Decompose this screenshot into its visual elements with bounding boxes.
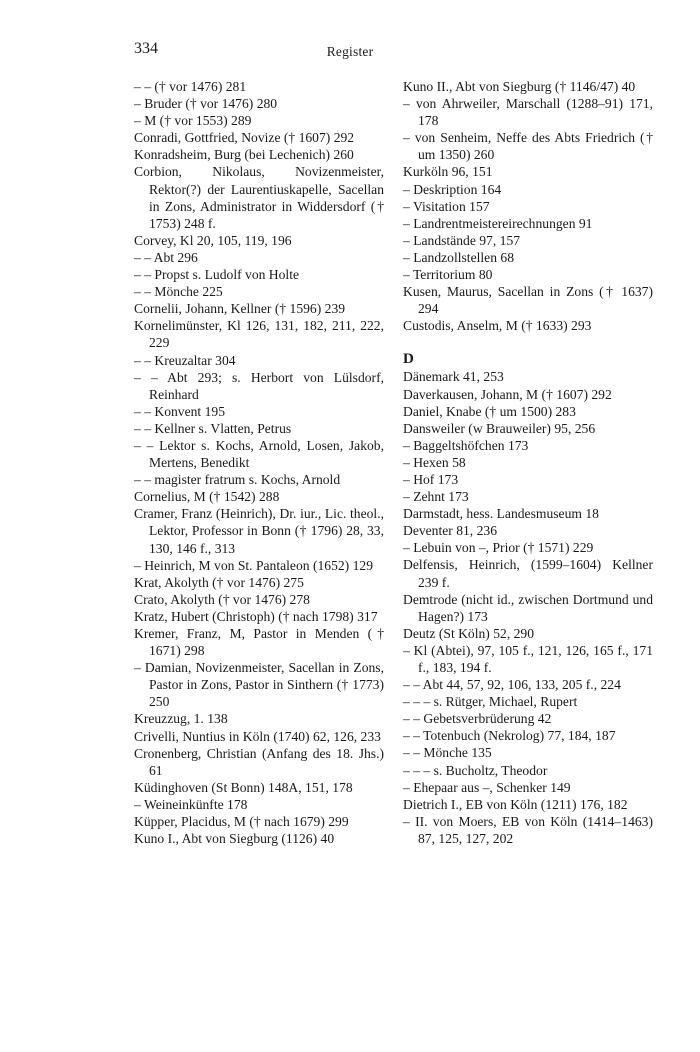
index-column-right (403, 78, 653, 847)
index-entry: – Landzollstellen 68 (403, 249, 514, 265)
index-entry: Küdinghoven (St Bonn) 148A, 151, 178 (134, 779, 353, 795)
index-entry: – Hexen 58 (403, 454, 466, 470)
index-entry: Küpper, Placidus, M († nach 1679) 299 (134, 814, 349, 830)
index-entry: Custodis, Anselm, M († 1633) 293 (403, 318, 592, 334)
index-entry: Kusen, Maurus, Sacellan in Zons († 1637) 294 (403, 284, 653, 317)
index-entry: – – Propst s. Ludolf von Holte (134, 267, 300, 283)
index-entry: Daniel, Knabe († um 1500) 283 (403, 403, 576, 419)
index-entry: Demtrode (nicht id., zwischen Dortmund und Hagen?) 173 (403, 591, 653, 624)
index-entry: – Landrentmeistereirechnungen 91 (403, 215, 593, 231)
index-entry: – Hof 173 (403, 471, 459, 487)
index-entry: Kurköln 96, 151 (403, 164, 493, 180)
index-entry: Dietrich I., EB von Köln (1211) 176, 182 (403, 796, 628, 812)
index-entry: – – magister fratrum s. Kochs, Arnold (134, 472, 341, 488)
index-entry: – Landstände 97, 157 (403, 232, 521, 248)
index-entry: Delfensis, Heinrich, (1599–1604) Kellner 239 f. (403, 557, 653, 590)
index-entry: – – Mönche 135 (403, 745, 492, 761)
index-entry: – Damian, Novizenmeister, Sacellan in Zons, Pastor in Zons, Pastor in Sinthern († 1773) 250 (134, 660, 384, 710)
index-entry: Kreuzzug, 1. 138 (134, 711, 228, 727)
index-entry: – Baggeltshöfchen 173 (403, 437, 529, 453)
index-entry: – II. von Moers, EB von Köln (1414–1463) 87, 125, 127, 202 (403, 813, 653, 846)
index-entry: Kornelimünster, Kl 126, 131, 182, 211, 222, 229 (134, 318, 384, 351)
index-entry: – Kl (Abtei), 97, 105 f., 121, 126, 165 f., 171 f., 183, 194 f. (403, 642, 653, 675)
index-entry: – – Kellner s. Vlatten, Petrus (134, 420, 292, 436)
index-entry: Cramer, Franz (Heinrich), Dr. iur., Lic. theol., Lektor, Professor in Bonn († 1796) 28, 33, 130, 146 f., 313 (134, 506, 384, 556)
index-entry: – – Abt 293; s. Herbort von Lülsdorf, Reinhard (134, 369, 384, 402)
index-entry: – von Senheim, Neffe des Abts Friedrich († um 1350) 260 (403, 130, 653, 163)
index-entry: Crato, Akolyth († vor 1476) 278 (134, 591, 310, 607)
index-entry: – Lebuin von –, Prior († 1571) 229 (403, 540, 594, 556)
index-entry: Corbion, Nikolaus, Novizenmeister, Rektor(?) der Laurentiuskapelle, Sacellan in Zons, Administrator in Widdersdorf († 1753) 248 f. (134, 164, 384, 231)
index-entry: – – – s. Rütger, Michael, Rupert (403, 694, 578, 710)
index-entry: – – Konvent 195 (134, 403, 225, 419)
index-entry: – – († vor 1476) 281 (134, 79, 247, 94)
index-entry: Cornelius, M († 1542) 288 (134, 489, 280, 505)
index-entry: Deventer 81, 236 (403, 523, 497, 539)
index-entry: – Bruder († vor 1476) 280 (134, 96, 278, 112)
section-letter-heading: D (403, 351, 414, 368)
index-entry: Cronenberg, Christian (Anfang des 18. Jhs.) 61 (134, 745, 384, 778)
index-entry: – von Ahrweiler, Marschall (1288–91) 171, 178 (403, 96, 653, 129)
index-entry: Kuno II., Abt von Siegburg († 1146/47) 40 (403, 79, 636, 94)
index-entry: – – Mönche 225 (134, 284, 223, 300)
index-entry: – Heinrich, M von St. Pantaleon (1652) 129 (134, 557, 373, 573)
index-entry: Conradi, Gottfried, Novize († 1607) 292 (134, 130, 355, 146)
index-entry: Konradsheim, Burg (bei Lechenich) 260 (134, 147, 354, 163)
page-number: 334 (134, 40, 158, 57)
index-entry: – – – s. Bucholtz, Theodor (403, 762, 548, 778)
index-entry: Deutz (St Köln) 52, 290 (403, 625, 535, 641)
index-entry: – Deskription 164 (403, 181, 502, 197)
index-entry: Krat, Akolyth († vor 1476) 275 (134, 574, 304, 590)
index-column-left (134, 78, 384, 847)
index-entry: Corvey, Kl 20, 105, 119, 196 (134, 232, 292, 248)
index-entry: – – Abt 44, 57, 92, 106, 133, 205 f., 224 (403, 677, 621, 693)
index-entry: – Zehnt 173 (403, 489, 469, 505)
index-entry: – – Lektor s. Kochs, Arnold, Losen, Jakob, Mertens, Benedikt (134, 437, 384, 471)
index-entry: – – Totenbuch (Nekrolog) 77, 184, 187 (403, 728, 616, 744)
index-entry: Kuno I., Abt von Siegburg (1126) 40 (134, 831, 335, 847)
index-entry: Crivelli, Nuntius in Köln (1740) 62, 126, 233 (134, 728, 381, 744)
index-entry: – Territorium 80 (403, 267, 493, 283)
index-entry: – – Gebetsverbrüderung 42 (403, 711, 552, 727)
index-entry: – – Kreuzaltar 304 (134, 352, 236, 368)
index-entry: Darmstadt, hess. Landesmuseum 18 (403, 506, 599, 522)
index-entry: – Visitation 157 (403, 198, 490, 214)
index-entry: Kratz, Hubert (Christoph) († nach 1798) 317 (134, 608, 378, 624)
index-entry: – – Abt 296 (134, 249, 198, 265)
index-entry: – M († vor 1553) 289 (134, 113, 252, 129)
index-entry: Dänemark 41, 253 (403, 369, 504, 385)
index-entry: Cornelii, Johann, Kellner († 1596) 239 (134, 301, 346, 317)
index-entry: – Ehepaar aus –, Schenker 149 (403, 779, 571, 795)
index-entry: – Weineinkünfte 178 (134, 796, 248, 812)
index-entry: Daverkausen, Johann, M († 1607) 292 (403, 386, 612, 402)
index-entry: Dansweiler (w Brauweiler) 95, 256 (403, 420, 596, 436)
running-head: Register (326, 44, 374, 59)
index-entry: Kremer, Franz, M, Pastor in Menden († 1671) 298 (134, 626, 384, 659)
